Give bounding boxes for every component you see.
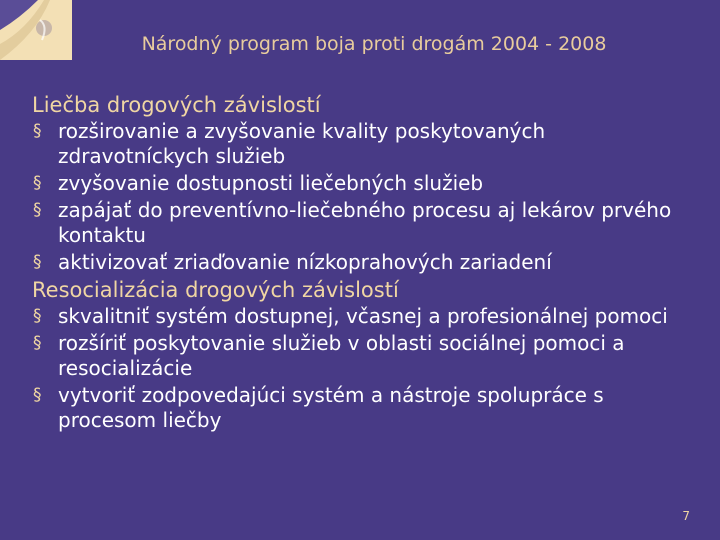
- slide-title: Národný program boja proti drogám 2004 - 2008: [141, 33, 607, 55]
- list-item: [32, 331, 702, 381]
- list-item-text: rozšíriť poskytovanie služieb v oblasti sociálnej pomoci a resocializácie: [58, 331, 625, 380]
- section-heading-resocialization: Resocializácia drogových závislostí: [32, 278, 399, 302]
- list-item-text: vytvoriť zodpovedajúci systém a nástroje spolupráce s procesom liečby: [58, 383, 604, 432]
- bullet-icon: §: [33, 385, 42, 405]
- bullet-icon: §: [33, 306, 42, 326]
- list-item: [32, 383, 702, 433]
- bullet-icon: §: [33, 333, 42, 353]
- bullet-icon: §: [33, 252, 42, 272]
- list-item: [32, 250, 702, 275]
- list-item-text: rozširovanie a zvyšovanie kvality poskytovaných zdravotníckych služieb: [58, 119, 546, 168]
- slide-content: [32, 92, 702, 435]
- treatment-list: [32, 119, 702, 275]
- bullet-icon: §: [33, 200, 42, 220]
- list-item: [32, 119, 702, 169]
- bullet-icon: §: [33, 121, 42, 141]
- list-item-text: zapájať do preventívno-liečebného procesu aj lekárov prvého kontaktu: [58, 198, 672, 247]
- list-item: [32, 171, 702, 196]
- list-item: [32, 198, 702, 248]
- list-item-text: skvalitniť systém dostupnej, včasnej a profesionálnej pomoci: [58, 304, 668, 328]
- page-number: 7: [682, 509, 690, 523]
- list-item: [32, 304, 702, 329]
- section-heading-treatment: Liečba drogových závislostí: [32, 93, 321, 117]
- bullet-icon: §: [33, 173, 42, 193]
- list-item-text: zvyšovanie dostupnosti liečebných služieb: [58, 171, 484, 195]
- resocialization-list: [32, 304, 702, 433]
- list-item-text: aktivizovať zriaďovanie nízkoprahových zariadení: [58, 250, 552, 274]
